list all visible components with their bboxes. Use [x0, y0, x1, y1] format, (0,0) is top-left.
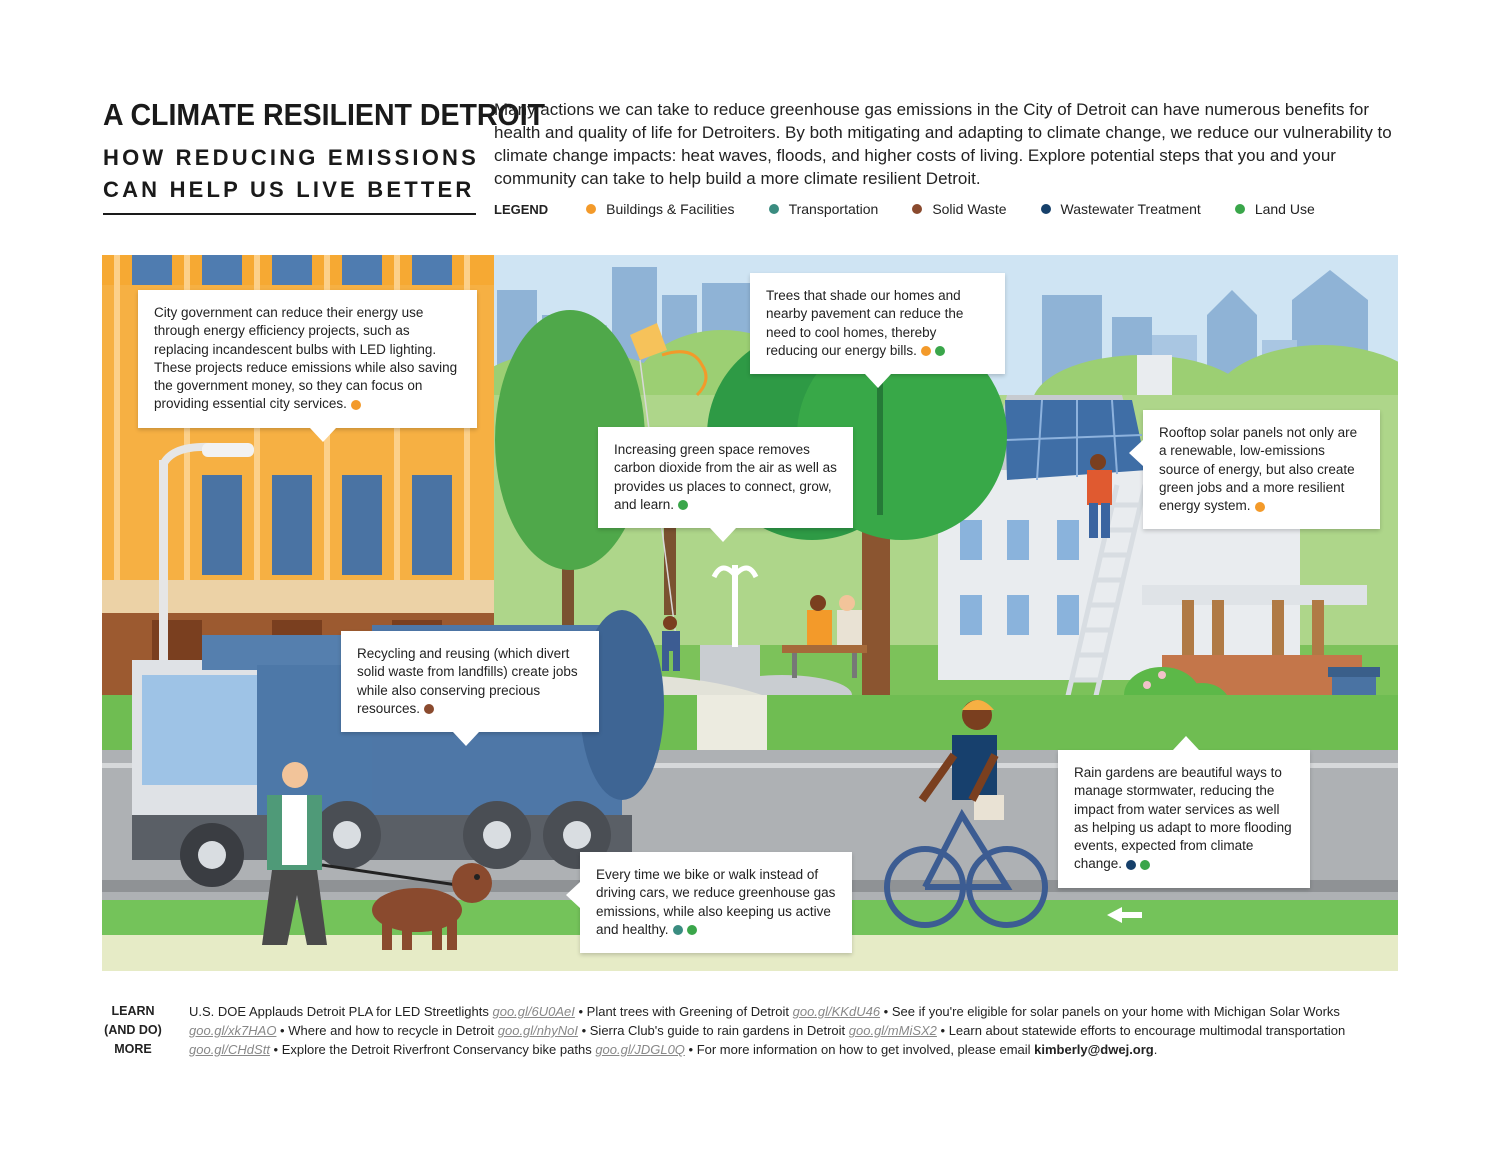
callout-green-space — [598, 427, 853, 528]
callout-pointer — [1173, 736, 1199, 750]
legend-item-solid-waste — [912, 201, 1006, 217]
legend-label: Land Use — [1254, 201, 1315, 217]
footer-label-line: (AND DO) — [104, 1023, 162, 1037]
callout-text: Rain gardens are beautiful ways to manage stormwater, reducing the impact from water services as well as helping us adapt to more flooding events, expected from climate change. — [1074, 765, 1292, 872]
callout-city-government — [138, 290, 477, 428]
callout-text: Increasing green space removes carbon dioxide from the air as well as provides us places to connect, grow, and learn. — [614, 442, 837, 512]
page-subtitle-line1: HOW REDUCING EMISSIONS — [103, 145, 479, 170]
footer-label — [103, 1002, 163, 1059]
callout-text: Recycling and reusing (which divert solid waste from landfills) create jobs while also conserving precious resources. — [357, 646, 578, 716]
callout-text: Trees that shade our homes and nearby pavement can reduce the need to cool homes, thereby reducing our energy bills. — [766, 288, 964, 358]
legend-label: Transportation — [788, 201, 879, 217]
legend-dot-buildings — [921, 346, 931, 356]
legend-item-wastewater — [1041, 201, 1201, 217]
footer-text-segment: • Learn about statewide efforts to encourage multimodal transportation — [936, 1023, 1346, 1038]
footer-text-segment: • See if you're eligible for solar panels on your home with Michigan Solar Works — [880, 1004, 1340, 1019]
callout-bike-walk — [580, 852, 852, 953]
legend-dot-buildings — [351, 400, 361, 410]
callout-pointer — [566, 882, 580, 908]
legend-dot — [1235, 204, 1245, 214]
legend-dot-wastewater — [1126, 860, 1136, 870]
callout-solar — [1143, 410, 1380, 529]
footer-label-line: LEARN — [111, 1004, 155, 1018]
legend-label: Wastewater Treatment — [1060, 201, 1201, 217]
legend-item-land-use — [1235, 201, 1315, 217]
callout-pointer — [1129, 440, 1143, 466]
legend-dot-buildings — [1255, 502, 1265, 512]
legend-dot — [912, 204, 922, 214]
callout-pointer — [865, 374, 891, 388]
footer-text-segment: • Plant trees with Greening of Detroit — [574, 1004, 793, 1019]
legend-dot-land-use — [935, 346, 945, 356]
legend-dot — [769, 204, 779, 214]
callout-recycling — [341, 631, 599, 732]
legend-dot-land-use — [678, 500, 688, 510]
callout-pointer — [710, 528, 736, 542]
footer-text-segment: • Explore the Detroit Riverfront Conservancy bike paths — [269, 1042, 596, 1057]
title-block — [103, 96, 546, 206]
legend-item-transportation — [769, 201, 879, 217]
link-michigan-solar-works[interactable]: goo.gl/xk7HAO — [189, 1023, 277, 1038]
footer-text-segment: • Sierra Club's guide to rain gardens in Detroit — [577, 1023, 849, 1038]
legend-dot-transportation — [673, 925, 683, 935]
footer-text-segment: • Where and how to recycle in Detroit — [276, 1023, 498, 1038]
footer-text-segment: • For more information on how to get involved, please email — [684, 1042, 1035, 1057]
link-greening-detroit[interactable]: goo.gl/KKdU46 — [792, 1004, 881, 1019]
link-multimodal-transportation[interactable]: goo.gl/CHdStt — [189, 1042, 270, 1057]
illustration-scene — [102, 255, 1398, 971]
callout-pointer — [310, 428, 336, 442]
link-recycle-detroit[interactable]: goo.gl/nhyNoI — [497, 1023, 578, 1038]
footer-text-segment: . — [1153, 1042, 1158, 1057]
link-rain-gardens[interactable]: goo.gl/mMiSX2 — [848, 1023, 937, 1038]
legend-dot — [1041, 204, 1051, 214]
page-title: A CLIMATE RESILIENT DETROIT — [103, 97, 546, 132]
footer-text-segment: U.S. DOE Applauds Detroit PLA for LED Streetlights — [189, 1004, 493, 1019]
title-divider — [103, 213, 476, 215]
footer-label-line: MORE — [114, 1042, 152, 1056]
legend-dot-land-use — [1140, 860, 1150, 870]
footer-resources — [189, 1002, 1404, 1059]
link-riverfront-bike-paths[interactable]: goo.gl/JDGL0Q — [595, 1042, 685, 1057]
callout-rain-gardens — [1058, 750, 1310, 888]
page-subtitle-line2: CAN HELP US LIVE BETTER — [103, 177, 475, 202]
callout-text: City government can reduce their energy use through energy efficiency projects, such as replacing incandescent bulbs with LED lighting. These projects reduce emissions while also saving the government money, so they can focus on providing essential city services. — [154, 305, 458, 412]
legend-title: LEGEND — [494, 201, 549, 217]
legend — [494, 201, 1349, 217]
legend-dot — [586, 204, 596, 214]
legend-label: Buildings & Facilities — [606, 201, 735, 217]
legend-item-buildings — [586, 201, 734, 217]
contact-email[interactable]: kimberly@dwej.org — [1034, 1042, 1154, 1057]
link-led-streetlights[interactable]: goo.gl/6U0AeI — [492, 1004, 575, 1019]
callout-text: Rooftop solar panels not only are a renewable, low-emissions source of energy, but also create green jobs and a more resilient energy system. — [1159, 425, 1358, 514]
legend-label: Solid Waste — [932, 201, 1007, 217]
callout-trees — [750, 273, 1005, 374]
legend-dot-solid-waste — [424, 704, 434, 714]
legend-dot-land-use — [687, 925, 697, 935]
intro-paragraph: Many actions we can take to reduce greenhouse gas emissions in the City of Detroit can have numerous benefits for health and quality of life for Detroiters. By both mitigating and adapting to climate change, we reduce our vulnerability to climate change impacts: heat waves, floods, and higher costs of living. Explore potential steps that you and your community can take to help build a more climate resilient Detroit. — [494, 100, 1392, 188]
callout-text: Every time we bike or walk instead of driving cars, we reduce greenhouse gas emissions, while also keeping us active and healthy. — [596, 867, 836, 937]
callout-pointer — [453, 732, 479, 746]
